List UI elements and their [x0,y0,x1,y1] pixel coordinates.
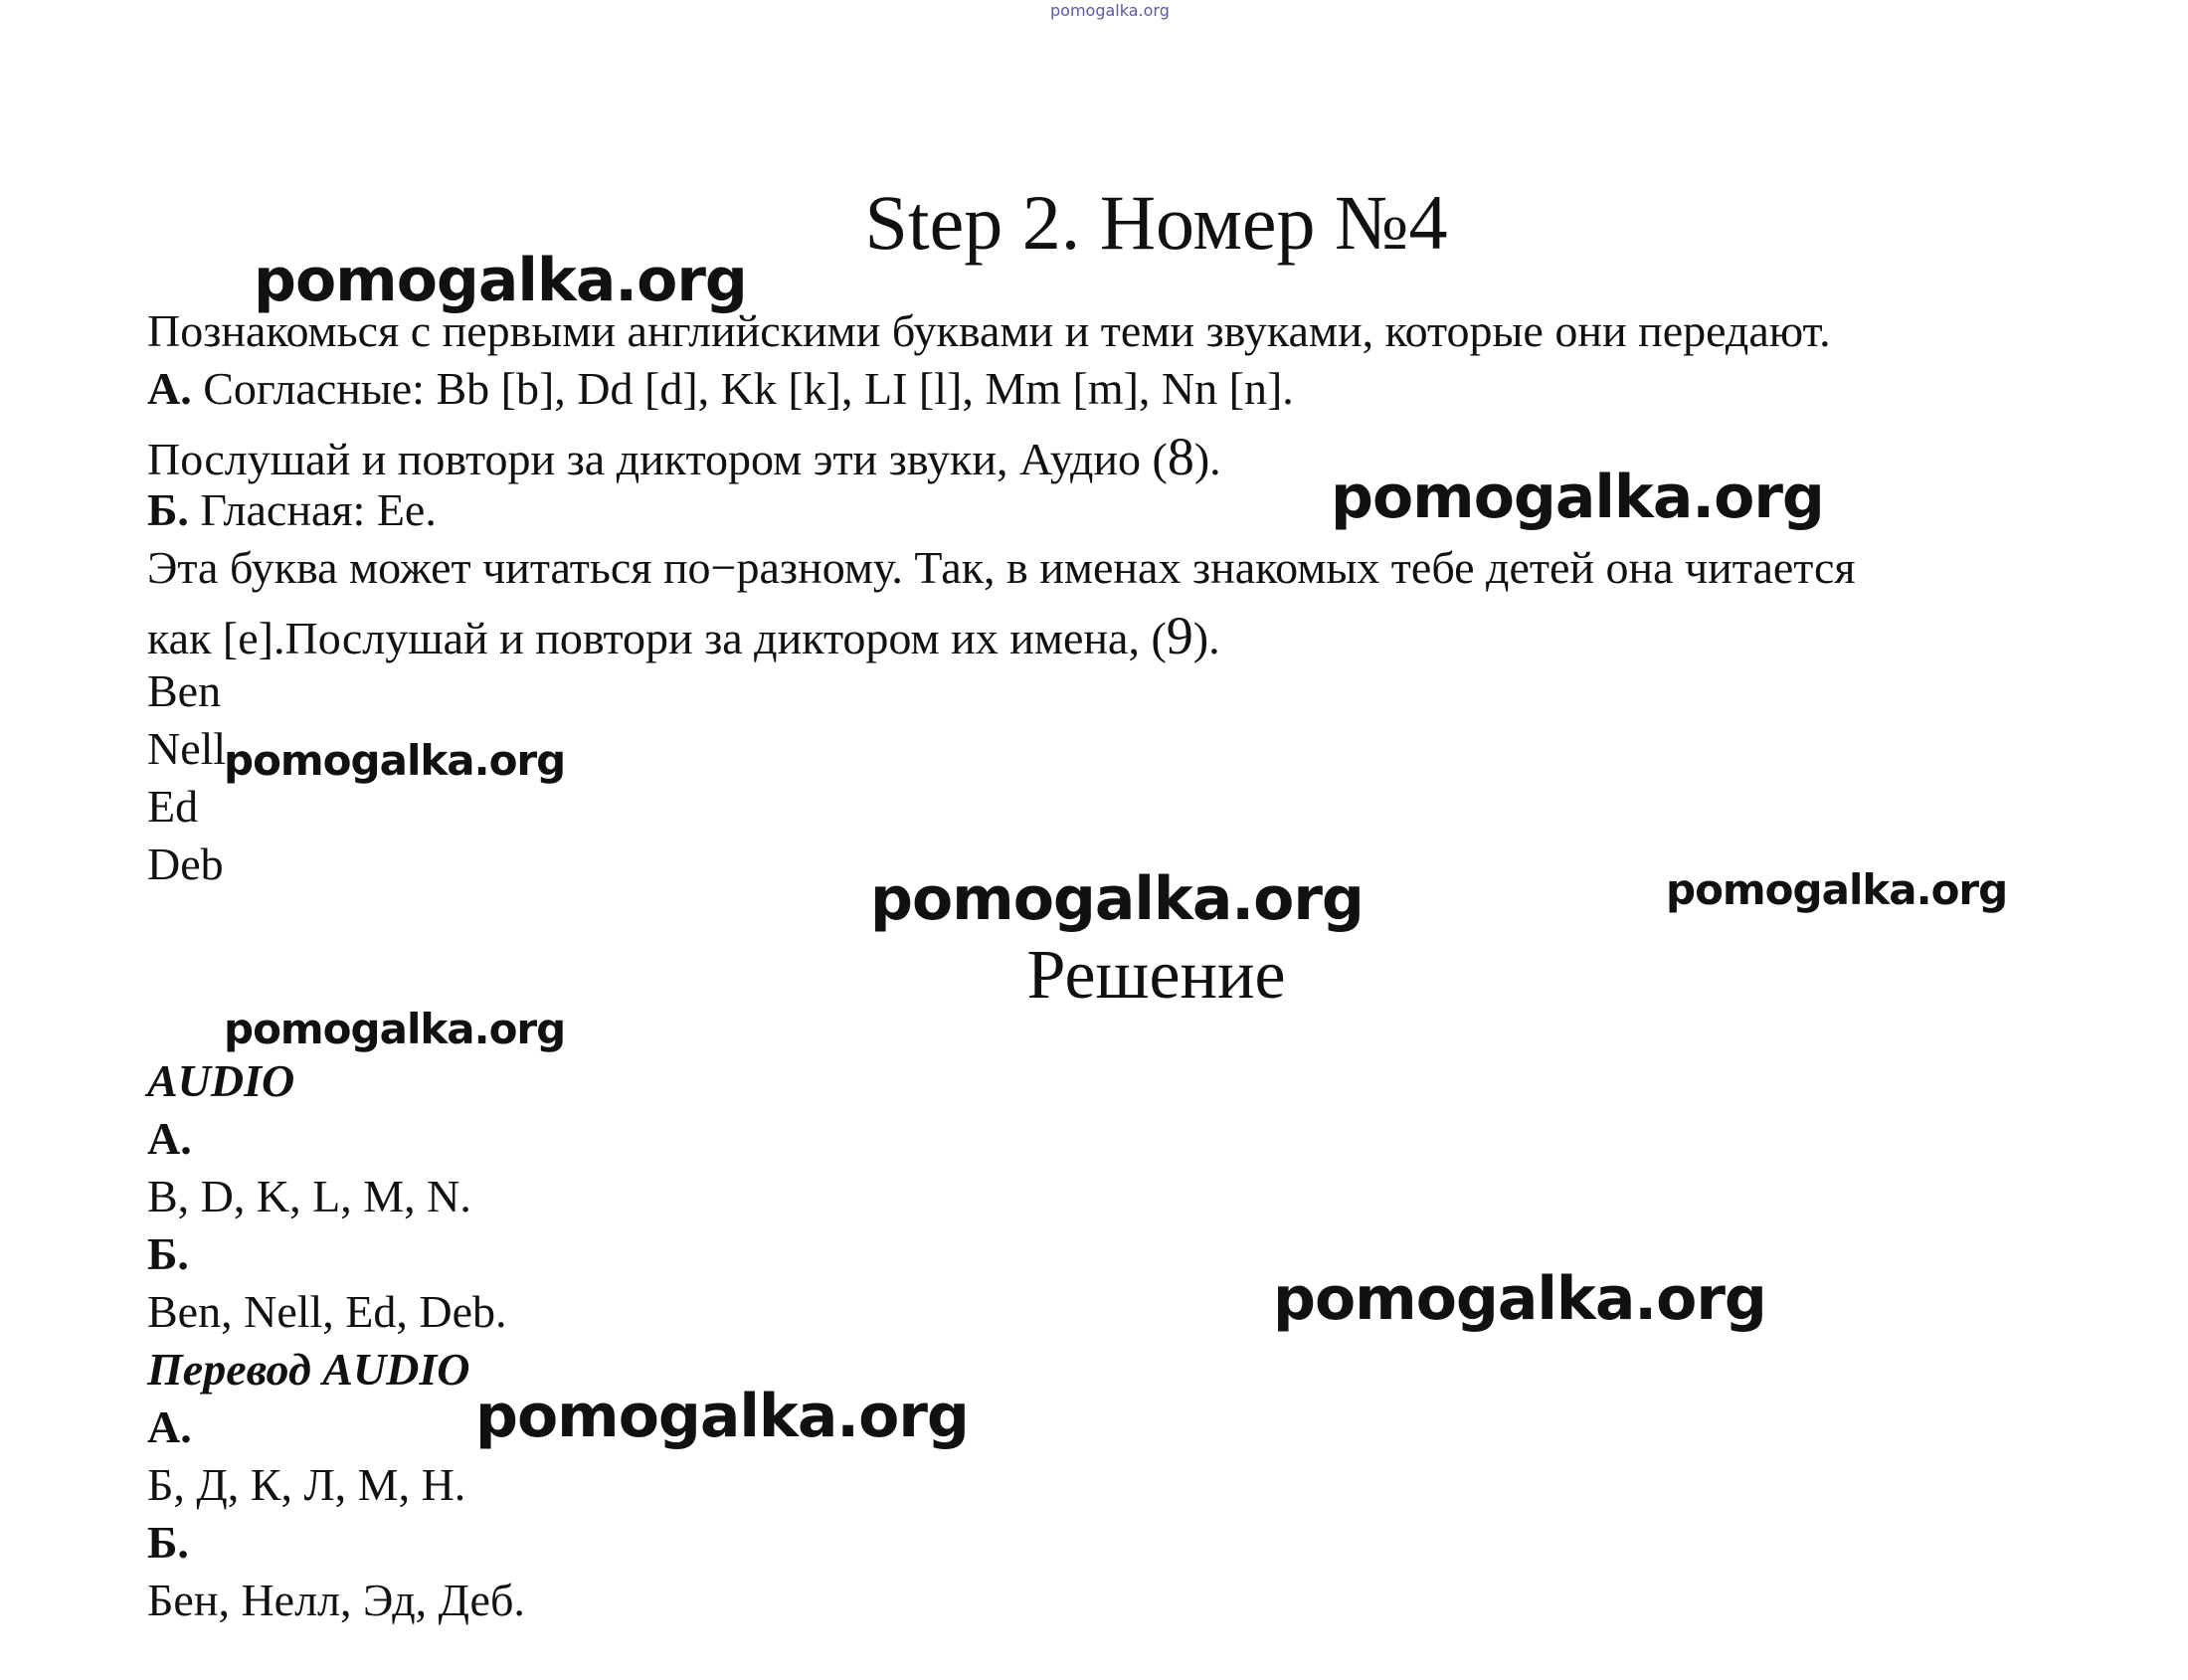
solution-heading: Решение [1026,937,1286,1014]
translation-a: Б, Д, К, Л, М, Н. [147,1459,466,1510]
part-a-marker: А. [147,363,192,414]
audio-number-8: 8 [1167,427,1194,486]
translation-a-marker: А. [147,1401,192,1452]
part-b-text: Гласная: Ee. [200,484,437,535]
watermark: pomogalka.org [870,864,1364,934]
translation-b: Бен, Нелл, Эд, Деб. [147,1575,525,1625]
name-item: Nell [147,723,227,774]
explanation-line-2: как [e].Послушай и повтори за диктором их имена, (9). [147,606,1220,665]
name-item: Ben [147,665,222,716]
top-watermark: pomogalka.org [1050,1,1170,20]
page-title: Step 2. Номер №4 [864,179,1448,266]
explanation-line-1: Эта буква может читаться по−разному. Так, в именах знакомых тебе детей она читается [147,542,1856,593]
task-intro: Познакомься с первыми английскими буквами и теми звуками, которые они передают. [147,305,1831,356]
watermark: pomogalka.org [254,246,747,315]
part-b-marker: Б. [147,484,189,535]
part-a-text: Согласные: Bb [b], Dd [d], Kk [k], LI [l], Mm [m], Nn [n]. [203,363,1294,414]
answer-a-marker: А. [147,1113,192,1164]
audio-number-9: 9 [1166,606,1193,665]
translation-label: Перевод AUDIO [147,1344,470,1395]
translation-b-marker: Б. [147,1517,189,1568]
listen-8-line: Послушай и повтори за диктором эти звуки, Аудио (8). [147,427,1221,486]
watermark: pomogalka.org [224,736,566,785]
watermark: pomogalka.org [224,1005,566,1053]
watermark: pomogalka.org [1666,865,2008,914]
watermark: pomogalka.org [1331,463,1824,532]
watermark: pomogalka.org [475,1382,969,1451]
watermark: pomogalka.org [1273,1264,1766,1334]
part-a-line [147,363,1294,414]
audio-label: AUDIO [147,1055,295,1106]
name-item: Ed [147,781,199,832]
answer-a: B, D, K, L, M, N. [147,1171,471,1221]
part-b-line [147,484,437,535]
name-item: Deb [147,839,224,889]
answer-b: Ben, Nell, Ed, Deb. [147,1286,507,1337]
answer-b-marker: Б. [147,1228,189,1279]
